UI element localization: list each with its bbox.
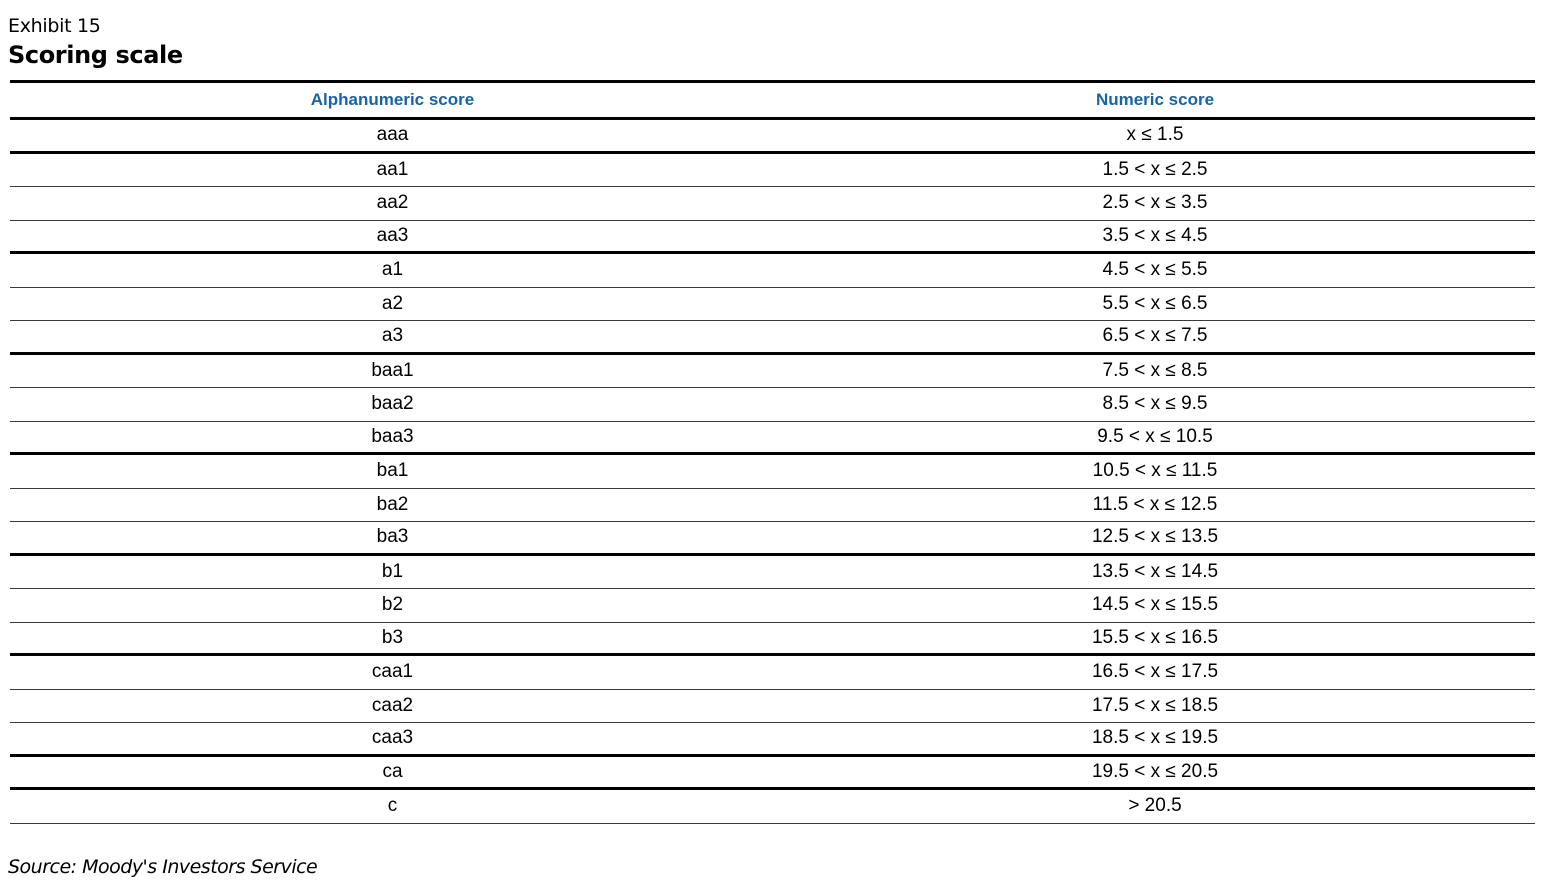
exhibit-title: Scoring scale (8, 41, 183, 69)
numeric-cell: 5.5 < x ≤ 6.5 (1102, 292, 1208, 314)
alphanumeric-cell: baa1 (371, 359, 414, 381)
alphanumeric-cell: ca (382, 760, 403, 782)
table-row (10, 288, 1535, 322)
table-row (10, 154, 1535, 188)
alphanumeric-cell: caa1 (371, 661, 414, 683)
numeric-cell: 1.5 < x ≤ 2.5 (1102, 158, 1208, 180)
alphanumeric-cell: b3 (381, 626, 404, 648)
table-row (10, 589, 1535, 623)
source-note: Source: Moody's Investors Service (8, 856, 318, 878)
numeric-cell: x ≤ 1.5 (1126, 124, 1184, 146)
table-row (10, 522, 1535, 556)
exhibit-label: Exhibit 15 (8, 15, 101, 37)
scoring-scale-table (10, 80, 1535, 824)
alphanumeric-cell: caa2 (371, 694, 414, 716)
numeric-cell: 10.5 < x ≤ 11.5 (1092, 460, 1218, 482)
numeric-cell: 19.5 < x ≤ 20.5 (1091, 760, 1219, 782)
table-row (10, 120, 1535, 154)
table-row (10, 690, 1535, 724)
numeric-cell: 9.5 < x ≤ 10.5 (1097, 425, 1213, 447)
alphanumeric-cell: c (387, 795, 398, 817)
header-alphanumeric-score: Alphanumeric score (310, 90, 475, 109)
alphanumeric-cell: a2 (381, 292, 404, 314)
alphanumeric-cell: baa2 (371, 393, 414, 415)
table-row (10, 422, 1535, 456)
numeric-cell: 15.5 < x ≤ 16.5 (1091, 626, 1219, 648)
numeric-cell: 18.5 < x ≤ 19.5 (1091, 727, 1219, 749)
alphanumeric-cell: aa2 (376, 192, 409, 214)
numeric-cell: 3.5 < x ≤ 4.5 (1102, 224, 1208, 246)
table-row (10, 489, 1535, 523)
table-row (10, 388, 1535, 422)
table-row (10, 254, 1535, 288)
numeric-cell: 16.5 < x ≤ 17.5 (1091, 661, 1219, 683)
table-row (10, 723, 1535, 757)
numeric-cell: 6.5 < x ≤ 7.5 (1102, 325, 1208, 347)
alphanumeric-cell: b2 (381, 594, 404, 616)
table-row (10, 656, 1535, 690)
alphanumeric-cell: aaa (376, 124, 409, 146)
alphanumeric-cell: ba3 (376, 526, 409, 548)
numeric-cell: 2.5 < x ≤ 3.5 (1102, 192, 1208, 214)
table-row (10, 623, 1535, 657)
numeric-cell: 8.5 < x ≤ 9.5 (1102, 393, 1208, 415)
alphanumeric-cell: baa3 (371, 425, 414, 447)
numeric-cell: 7.5 < x ≤ 8.5 (1102, 359, 1208, 381)
table-row (10, 221, 1535, 255)
table-header (10, 83, 1535, 120)
alphanumeric-cell: ba2 (376, 493, 409, 515)
numeric-cell: 11.5 < x ≤ 12.5 (1092, 493, 1218, 515)
alphanumeric-cell: aa3 (376, 224, 409, 246)
alphanumeric-cell: b1 (381, 560, 404, 582)
numeric-cell: 14.5 < x ≤ 15.5 (1091, 594, 1219, 616)
alphanumeric-cell: aa1 (376, 158, 409, 180)
alphanumeric-cell: a1 (381, 259, 404, 281)
table-row (10, 556, 1535, 590)
alphanumeric-cell: caa3 (371, 727, 414, 749)
table-row (10, 321, 1535, 355)
header-numeric-score: Numeric score (1095, 90, 1215, 109)
table-row (10, 757, 1535, 791)
table-row (10, 790, 1535, 824)
numeric-cell: 12.5 < x ≤ 13.5 (1091, 526, 1219, 548)
numeric-cell: > 20.5 (1128, 795, 1182, 817)
alphanumeric-cell: ba1 (376, 460, 409, 482)
alphanumeric-cell: a3 (381, 325, 404, 347)
numeric-cell: 17.5 < x ≤ 18.5 (1091, 694, 1219, 716)
table-row (10, 455, 1535, 489)
numeric-cell: 4.5 < x ≤ 5.5 (1102, 259, 1208, 281)
table-row (10, 187, 1535, 221)
table-row (10, 355, 1535, 389)
numeric-cell: 13.5 < x ≤ 14.5 (1091, 560, 1219, 582)
